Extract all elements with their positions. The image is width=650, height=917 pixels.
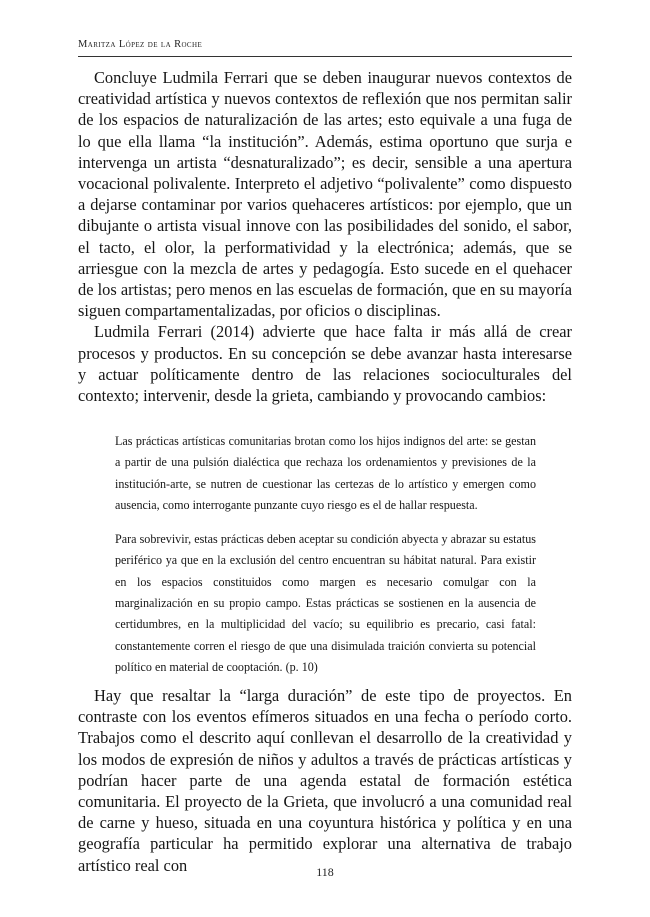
quote-paragraph: Las prácticas artísticas comunitarias brotan como los hijos indignos del arte: se gestan a partir de una pulsión dialéctica que rechaza los ordenamientos y previsiones de la institución-arte, se nutren de cuestionar las certezas de lo artístico y emergen como ausencia, como interrogante punzante cuyo riesgo es el de hallar respuesta. <box>115 434 536 512</box>
body-paragraph: Concluye Ludmila Ferrari que se deben inaugurar nuevos contextos de creatividad artística y nuevos contextos de reflexión que nos permitan salir de los espacios de naturalización de las artes; esto equivale a una fuga de lo que ella llama “la institución”. Además, estima oportuno que surja e intervenga un artista “desnaturalizado”; es decir, sensible a una apertura vocacional polivalente. Interpreto el adjetivo “polivalente” como dispuesto a dejarse contaminar por varios quehaceres artísticos: por ejemplo, que un dibujante o artista visual innove con las posibilidades del sonido, el sabor, el tacto, el olor, la performatividad y la electrónica; además, que se arriesgue con la mezcla de artes y pedagogía. Esto sucede en el quehacer de los artistas; pero menos en las escuelas de formación, que en su mayoría siguen compartamentalizadas, por oficios o disciplinas. <box>78 68 572 321</box>
body-paragraph: Hay que resaltar la “larga duración” de este tipo de proyectos. En contraste con los eventos efímeros situados en una fecha o período corto. Trabajos como el descrito aquí conllevan el desarrollo de la creatividad y los modos de expresión de niños y adultos a través de prácticas artísticas y podrían hacer parte de una agenda estatal de formación estética comunitaria. El proyecto de la Grieta, que involucró a una comunidad real de carne y hueso, situada en una coyuntura histórica y política y en una geografía particular ha permitido explorar una alternativa de trabajo artístico real con <box>78 686 572 875</box>
body-text-bottom <box>78 685 572 876</box>
body-paragraph: Ludmila Ferrari (2014) advierte que hace falta ir más allá de crear procesos y productos. En su concepción se debe avanzar hasta interesarse y actuar políticamente dentro de las relaciones socioculturales del contexto; intervenir, desde la grieta, cambiando y provocando cambios: <box>78 322 572 406</box>
header-rule <box>78 56 572 57</box>
block-quote <box>115 431 536 678</box>
quote-paragraph: Para sobrevivir, estas prácticas deben aceptar su condición abyecta y abrazar su estatus periférico ya que en la exclusión del centro encuentran su hábitat natural. Para existir en los espacios constituidos como margen es necesario comulgar con la marginalización en su propio campo. Estas prácticas se sostienen en la ausencia de certidumbres, en la multiplicidad del vacío; su equilibrio es precario, casi fatal: constantemente corren el riesgo de que una disimulada traición convierta su potencial político en material de cooptación. (p. 10) <box>115 532 536 674</box>
running-head: Maritza López de la Roche <box>78 39 203 50</box>
body-text-top <box>78 67 572 406</box>
page-number: 118 <box>316 865 334 879</box>
